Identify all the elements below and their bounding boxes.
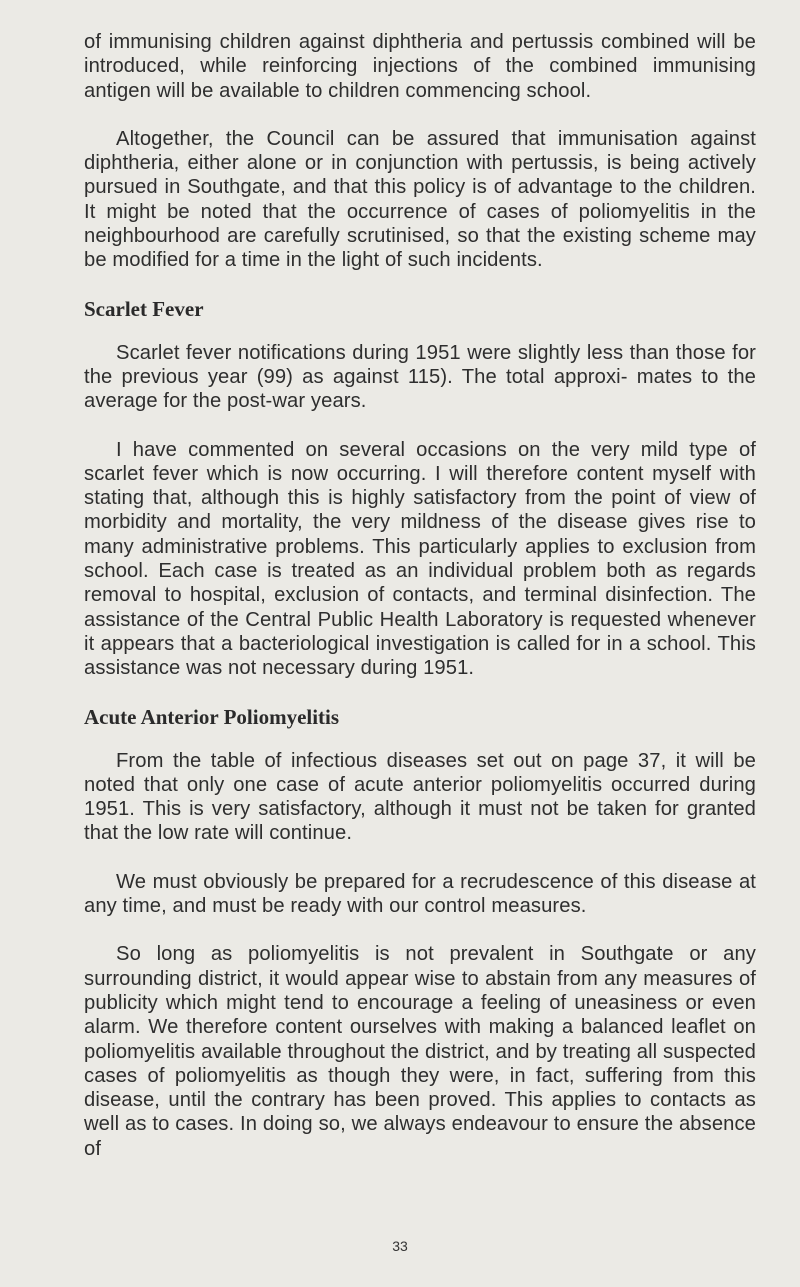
paragraph-poliomyelitis-cases: From the table of infectious diseases set out on page 37, it will be noted that only one case of acute anterior poliomyelitis occurred during 1951. This is very satisfactory, although it must not be taken for granted that the low rate will continue. xyxy=(84,749,756,845)
paragraph-immunisation-summary: Altogether, the Council can be assured that immunisation against diphtheria, either alone or in conjunction with pertussis, is being actively pursued in Southgate, and that this policy is of advantage to the children. It might be noted that the occurrence of cases of poliomyelitis in the neighbourhood are carefully scrutinised, so that the existing scheme may be modified for a time in the light of such incidents. xyxy=(84,127,756,272)
paragraph-poliomyelitis-publicity: So long as poliomyelitis is not prevalent in Southgate or any surrounding district, it would appear wise to abstain from any measures of publicity which might tend to encourage a feeling of uneasiness or even alarm. We therefore content ourselves with making a balanced leaflet on poliomyelitis available throughout the district, and by treating all suspected cases of poliomyelitis as though they were, in fact, suffering from this disease, until the contrary has been proved. This applies to contacts as well as to cases. In doing so, we always endeavour to ensure the absence of xyxy=(84,943,756,1160)
document-page xyxy=(84,30,756,1161)
page-number: 33 xyxy=(392,1238,408,1254)
section-heading-poliomyelitis: Acute Anterior Poliomyelitis xyxy=(84,704,340,729)
section-heading-scarlet-fever: Scarlet Fever xyxy=(84,296,204,321)
paragraph-scarlet-fever-mild-type: I have commented on several occasions on the very mild type of scarlet fever which is now occurring. I will therefore content myself with stating that, although this is highly satisfactory from the point of view of morbidity and mortality, the very mildness of the disease gives rise to many administrative problems. This particularly applies to exclusion from school. Each case is treated as an individual problem both as regards removal to hospital, exclusion of contacts, and terminal disinfection. The assistance of the Central Public Health Laboratory is requested whenever it appears that a bacteriological investigation is called for in a school. This assistance was not necessary during 1951. xyxy=(84,438,756,680)
paragraph-intro-continuation: of immunising children against diphtheria and pertussis combined will be introduced, while reinforcing injections of the combined immunising antigen will be available to children commencing school. xyxy=(84,31,756,102)
paragraph-scarlet-fever-notifications: Scarlet fever notifications during 1951 were slightly less than those for the previous year (99) as against 115). The total approxi- mates to the average for the post-war years. xyxy=(84,341,756,413)
paragraph-poliomyelitis-preparedness: We must obviously be prepared for a recrudescence of this disease at any time, and must be ready with our control measures. xyxy=(84,870,756,918)
